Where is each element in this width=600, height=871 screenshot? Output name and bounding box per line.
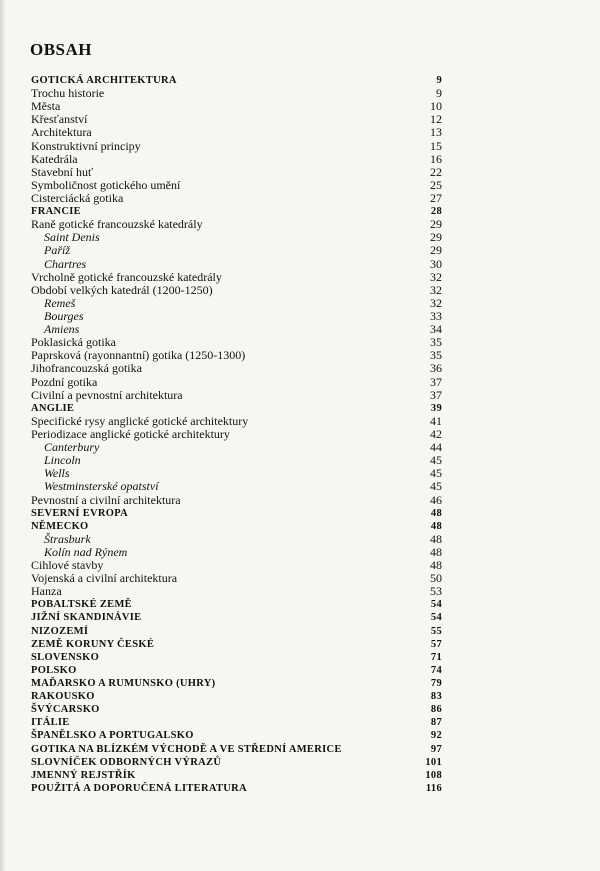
toc-entry: [31, 402, 442, 415]
toc-entry: [31, 310, 442, 323]
toc-entry-page: 45: [430, 479, 442, 494]
toc-entry: [31, 231, 442, 244]
toc-entry-page: 79: [430, 678, 442, 690]
toc-entry-page: 57: [430, 638, 442, 650]
toc-entry-page: 86: [430, 704, 442, 716]
toc-entry-page: 13: [430, 125, 442, 140]
toc-entry: [31, 743, 442, 756]
toc-entry-title: POLSKO: [31, 664, 77, 676]
toc-entry-title: Trochu historie: [31, 86, 105, 101]
toc-entry-title: Chartres: [44, 256, 87, 271]
toc-entry: [31, 113, 442, 126]
toc-entry-title: Pevnostní a civilní architektura: [31, 492, 181, 507]
toc-entry-title: Štrasburk: [44, 531, 91, 546]
toc-entry: [31, 533, 442, 546]
toc-entry: [31, 480, 442, 493]
toc-entry: [31, 415, 442, 428]
toc-entry-title: Symboličnost gotického umění: [31, 177, 181, 192]
toc-entry-title: Jihofrancouzská gotika: [31, 361, 142, 376]
toc-entry-page: 35: [430, 335, 442, 350]
toc-entry-page: 32: [430, 269, 442, 284]
toc-entry: [31, 756, 442, 769]
toc-entry-title: Periodizace anglické gotické architektury: [31, 426, 230, 441]
toc-entry-title: Remeš: [44, 295, 76, 310]
toc-entry-title: Města: [31, 99, 61, 114]
toc-entry-page: 48: [430, 531, 442, 546]
toc-entry-page: 42: [430, 426, 442, 441]
toc-entry: [31, 664, 442, 677]
toc-entry: [31, 87, 442, 100]
toc-entry-title: MAĎARSKO A RUMUNSKO (UHRY): [31, 678, 216, 690]
toc-entry-page: 16: [430, 151, 442, 166]
toc-entry-title: GOTICKÁ ARCHITEKTURA: [31, 75, 177, 86]
toc-entry-page: 30: [430, 256, 442, 271]
toc-entry-page: 28: [430, 206, 442, 218]
toc-entry: [31, 140, 442, 153]
toc-entry: [31, 769, 442, 782]
toc-entry-title: Amiens: [44, 322, 80, 337]
toc-entry-title: Cihlové stavby: [31, 558, 104, 573]
toc-entry-page: 44: [430, 440, 442, 455]
toc-entry-page: 41: [430, 413, 442, 428]
toc-entry: [31, 520, 442, 533]
toc-entry-page: 35: [430, 348, 442, 363]
toc-entry-title: Paprsková (rayonnantní) gotika (1250-1300): [31, 348, 246, 363]
toc-entry-page: 46: [430, 492, 442, 507]
toc-entry-page: 48: [430, 520, 442, 532]
toc-entry-title: SLOVENSKO: [31, 651, 100, 663]
toc-entry-title: RAKOUSKO: [31, 691, 95, 703]
toc-entry-page: 97: [430, 743, 442, 755]
toc-entry-page: 87: [430, 717, 442, 729]
toc-entry: [31, 494, 442, 507]
toc-entry: [31, 100, 442, 113]
toc-entry: [31, 362, 442, 375]
toc-entry: [31, 651, 442, 664]
toc-entry-page: 33: [430, 308, 442, 323]
toc-entry-title: JMENNÝ REJSTŘÍK: [31, 769, 136, 781]
toc-entry-title: Wells: [44, 466, 70, 481]
toc-entry-page: 92: [430, 730, 442, 742]
toc-entry-title: Cisterciácká gotika: [31, 190, 124, 205]
toc-entry: [31, 598, 442, 611]
toc-entry-page: 34: [430, 322, 442, 337]
toc-entry-title: POUŽITÁ A DOPORUČENÁ LITERATURA: [31, 782, 247, 794]
toc-entry: [31, 284, 442, 297]
toc-entry-page: 37: [430, 374, 442, 389]
toc-entry-title: JIŽNÍ SKANDINÁVIE: [31, 612, 142, 624]
toc-entry-title: Období velkých katedrál (1200-1250): [31, 282, 213, 297]
toc-entry-page: 50: [430, 571, 442, 586]
toc-entry: [31, 297, 442, 310]
toc-entry-page: 9: [436, 75, 442, 86]
toc-entry-title: ANGLIE: [31, 402, 75, 414]
toc-entry-title: SEVERNÍ EVROPA: [31, 507, 129, 519]
toc-entry: [31, 638, 442, 651]
toc-entry-page: 74: [430, 664, 442, 676]
toc-entry-title: ITÁLIE: [31, 717, 70, 729]
toc-entry: [31, 258, 442, 271]
toc-entry-page: 71: [430, 651, 442, 663]
toc-entry-title: NIZOZEMÍ: [31, 625, 89, 637]
toc-entry-page: 83: [430, 691, 442, 703]
toc-entry-page: 54: [430, 599, 442, 611]
toc-entry: [31, 271, 442, 284]
toc-entry-title: Westminsterské opatství: [44, 479, 159, 494]
toc-entry: [31, 585, 442, 598]
toc-entry-title: Architektura: [31, 125, 92, 140]
toc-entry: [31, 454, 442, 467]
toc-entry-page: 55: [430, 625, 442, 637]
toc-entry: [31, 166, 442, 179]
toc-entry: [31, 441, 442, 454]
toc-entry-page: 53: [430, 584, 442, 599]
toc-entry-title: Vrcholně gotické francouzské katedrály: [31, 269, 222, 284]
page-title: OBSAH: [30, 40, 93, 59]
toc-entry-page: 29: [430, 243, 442, 258]
toc-entry-title: Stavební huť: [31, 164, 94, 179]
toc-entry-page: 12: [430, 112, 442, 127]
toc-entry-title: Paříž: [44, 243, 71, 258]
toc-entry-title: Saint Denis: [44, 230, 100, 245]
toc-entry-title: ŠVÝCARSKO: [31, 704, 100, 716]
toc-entry-title: Konstruktivní principy: [31, 138, 141, 153]
toc-entry: [31, 192, 442, 205]
toc-entry: [31, 690, 442, 703]
toc-entry-title: SLOVNÍČEK ODBORNÝCH VÝRAZŮ: [31, 756, 222, 768]
toc-entry: [31, 572, 442, 585]
toc-entry-page: 45: [430, 466, 442, 481]
toc-entry-title: Canterbury: [44, 440, 100, 455]
toc-entry-title: Katedrála: [31, 151, 78, 166]
toc-entry: [31, 625, 442, 638]
toc-entry-page: 22: [430, 164, 442, 179]
toc-entry: [31, 126, 442, 139]
toc-entry-title: Specifické rysy anglické gotické architektury: [31, 413, 249, 428]
toc-entry-page: 48: [430, 544, 442, 559]
toc-entry-title: Civilní a pevnostní architektura: [31, 387, 183, 402]
toc-entry-page: 9: [436, 86, 442, 101]
toc-entry-title: Bourges: [44, 308, 84, 323]
toc-entry-page: 10: [430, 99, 442, 114]
toc-entry: [31, 729, 442, 742]
toc-entry-page: 45: [430, 453, 442, 468]
toc-entry-page: 48: [430, 507, 442, 519]
toc-entry-page: 32: [430, 282, 442, 297]
toc-entry-title: GOTIKA NA BLÍZKÉM VÝCHODĚ A VE STŘEDNÍ AMERICE: [31, 743, 342, 755]
toc-entry-page: 29: [430, 230, 442, 245]
toc-entry-page: 116: [425, 782, 442, 794]
toc-entry: [31, 389, 442, 402]
toc-entry-page: 37: [430, 387, 442, 402]
toc-entry-title: Vojenská a civilní architektura: [31, 571, 178, 586]
toc-entry-page: 54: [430, 612, 442, 624]
toc-entry: [31, 376, 442, 389]
toc-entry: [31, 153, 442, 166]
toc-entry-page: 25: [430, 177, 442, 192]
toc-entry-page: 101: [425, 756, 442, 768]
toc-entry-title: ŠPANĚLSKO A PORTUGALSKO: [31, 730, 194, 742]
toc-entry-title: FRANCIE: [31, 206, 81, 218]
toc-entry-title: Křesťanství: [31, 112, 88, 127]
toc-entry-title: Hanza: [31, 584, 62, 599]
toc-entry-page: 48: [430, 558, 442, 573]
toc-entry-title: Kolín nad Rýnem: [44, 544, 128, 559]
table-of-contents: [31, 74, 442, 795]
toc-entry: [31, 703, 442, 716]
toc-entry-page: 27: [430, 190, 442, 205]
toc-entry-title: Raně gotické francouzské katedrály: [31, 217, 203, 232]
toc-entry-page: 39: [430, 402, 442, 414]
toc-entry: [31, 716, 442, 729]
toc-entry-title: POBALTSKÉ ZEMĚ: [31, 599, 132, 611]
toc-entry-page: 15: [430, 138, 442, 153]
toc-entry-page: 36: [430, 361, 442, 376]
toc-entry-title: NĚMECKO: [31, 520, 89, 532]
toc-entry: [31, 507, 442, 520]
toc-entry-title: Pozdní gotika: [31, 374, 98, 389]
toc-entry: [31, 677, 442, 690]
toc-entry-title: Lincoln: [44, 453, 81, 468]
toc-entry: [31, 782, 442, 795]
toc-entry-page: 29: [430, 217, 442, 232]
toc-entry-page: 108: [425, 769, 442, 781]
toc-entry-title: Poklasická gotika: [31, 335, 116, 350]
toc-entry-page: 32: [430, 295, 442, 310]
toc-entry: [31, 611, 442, 624]
toc-entry-title: ZEMĚ KORUNY ČESKÉ: [31, 638, 155, 650]
toc-entry: [31, 244, 442, 257]
